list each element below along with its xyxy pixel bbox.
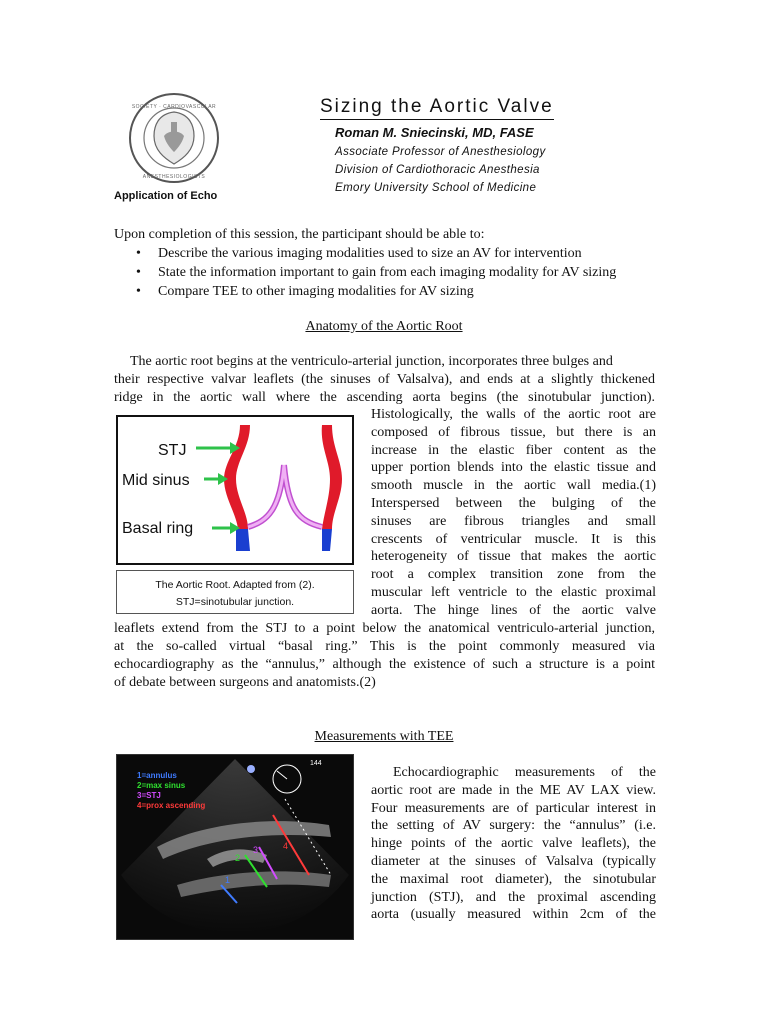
paragraph-line: sinuses are fibrous triangles and small: [371, 513, 656, 529]
figure-caption: [116, 570, 354, 614]
legend-item: 3=STJ: [137, 791, 161, 800]
objectives-list: [136, 244, 616, 301]
marker-stj: 3: [253, 845, 259, 855]
svg-text:SOCIETY · CARDIOVASCULAR: SOCIETY · CARDIOVASCULAR: [131, 104, 217, 110]
anatomy-wrap-column: [371, 406, 656, 620]
affiliation-line: Emory University School of Medicine: [335, 182, 537, 194]
legend-item: 2=max sinus: [137, 781, 186, 790]
logo-caption: Application of Echo: [114, 190, 218, 202]
paragraph-line: crescents of ventricular muscle. It is this: [371, 531, 656, 547]
marker-annulus: 1: [225, 875, 231, 885]
objective-item: • State the information important to gain from each imaging modality for AV sizing: [136, 263, 616, 282]
author-name: Roman M. Sniecinski, MD, FASE: [335, 125, 534, 140]
caption-line: STJ=sinotubular junction.: [175, 596, 295, 608]
label-mid-sinus: Mid sinus: [122, 472, 190, 489]
objectives-intro: Upon completion of this session, the participant should be able to:: [114, 227, 485, 242]
section-heading-tee: Measurements with TEE: [314, 729, 454, 744]
paragraph-line: Echocardiographic measurements of the: [393, 765, 656, 780]
objective-item: • Describe the various imaging modalities used to size an AV for intervention: [136, 244, 616, 263]
paragraph-line: aorta (usually measured within 2cm of the: [371, 907, 656, 923]
paragraph-line: heterogeneity of tissue that makes the aortic: [371, 549, 656, 565]
paragraph-line: the maximal root diameter), the sinotubular: [371, 871, 656, 887]
paragraph-line: their respective valvar leaflets (the sinuses of Valsalva), and ends at a slightly thickened: [114, 372, 655, 387]
paragraph-line: junction (STJ), and the proximal ascending: [371, 889, 656, 905]
paragraph-line: Interspersed between the bulging of the: [371, 495, 656, 511]
label-basal-ring: Basal ring: [122, 520, 194, 537]
affiliation-line: Associate Professor of Anesthesiology: [335, 146, 546, 158]
paragraph-line: composed of fibrous tissue, but there is an: [371, 424, 656, 440]
paragraph-line: root a complex transition zone from the: [371, 567, 656, 583]
svg-text:ANESTHESIOLOGISTS: ANESTHESIOLOGISTS: [142, 174, 206, 180]
paragraph-line: increase in the elastic fiber content as the: [371, 442, 656, 458]
depth-readout: 144: [310, 760, 322, 767]
paragraph-line: at the so-called virtual “basal ring.” This is the point commonly measured via: [114, 639, 655, 654]
label-stj: STJ: [158, 442, 187, 459]
paragraph-line: smooth muscle in the aortic wall media.(1): [371, 478, 656, 494]
document-title: Sizing the Aortic Valve: [320, 96, 554, 120]
paragraph-line: aortic root are made in the ME AV LAX view.: [371, 782, 656, 798]
legend-item: 4=prox ascending: [137, 801, 206, 810]
paragraph-line: ridge in the aortic wall where the ascending aorta begins (the sinotubular junction).: [114, 390, 655, 405]
tee-wrap-column: [371, 764, 656, 924]
paragraph-line: diameter at the sinuses of Valsalva (typically: [371, 853, 656, 869]
marker-max-sinus: 2: [235, 853, 241, 863]
society-seal-logo: [128, 92, 220, 184]
paragraph-line: echocardiography as the “annulus,” although the existence of such a structure is a point: [114, 657, 655, 672]
paragraph-line: The aortic root begins at the ventriculo-arterial junction, incorporates three bulges and: [130, 354, 613, 369]
paragraph-line: of debate between surgeons and anatomists.(2): [114, 675, 376, 690]
paragraph-line: Four measurements are of particular interest in: [371, 800, 656, 816]
paragraph-line: upper portion blends into the elastic tissue and: [371, 460, 656, 476]
paragraph-line: hinge points of the aortic valve leaflets), the: [371, 836, 656, 852]
caption-line: The Aortic Root. Adapted from (2).: [155, 579, 315, 591]
paragraph-line: Histologically, the walls of the aortic root are: [371, 407, 656, 422]
section-heading-anatomy: Anatomy of the Aortic Root: [305, 319, 463, 334]
aortic-root-diagram: [118, 417, 352, 563]
legend-item: 1=annulus: [137, 771, 177, 780]
marker-prox-ascending: 4: [283, 841, 289, 851]
paragraph-line: muscular left ventricle to the elastic proximal: [371, 584, 656, 600]
objective-item: • Compare TEE to other imaging modalities for AV sizing: [136, 282, 616, 301]
aortic-root-figure: [116, 415, 354, 565]
paragraph-line: aorta. The hinge lines of the aortic valve: [371, 602, 656, 618]
echo-legend: [137, 771, 205, 811]
paragraph-line: leaflets extend from the STJ to a point below the anatomical ventriculo-arterial junction,: [114, 621, 655, 636]
paragraph-line: the setting of AV surgery: the “annulus” (i.e.: [371, 818, 656, 834]
affiliation-line: Division of Cardiothoracic Anesthesia: [335, 164, 540, 176]
